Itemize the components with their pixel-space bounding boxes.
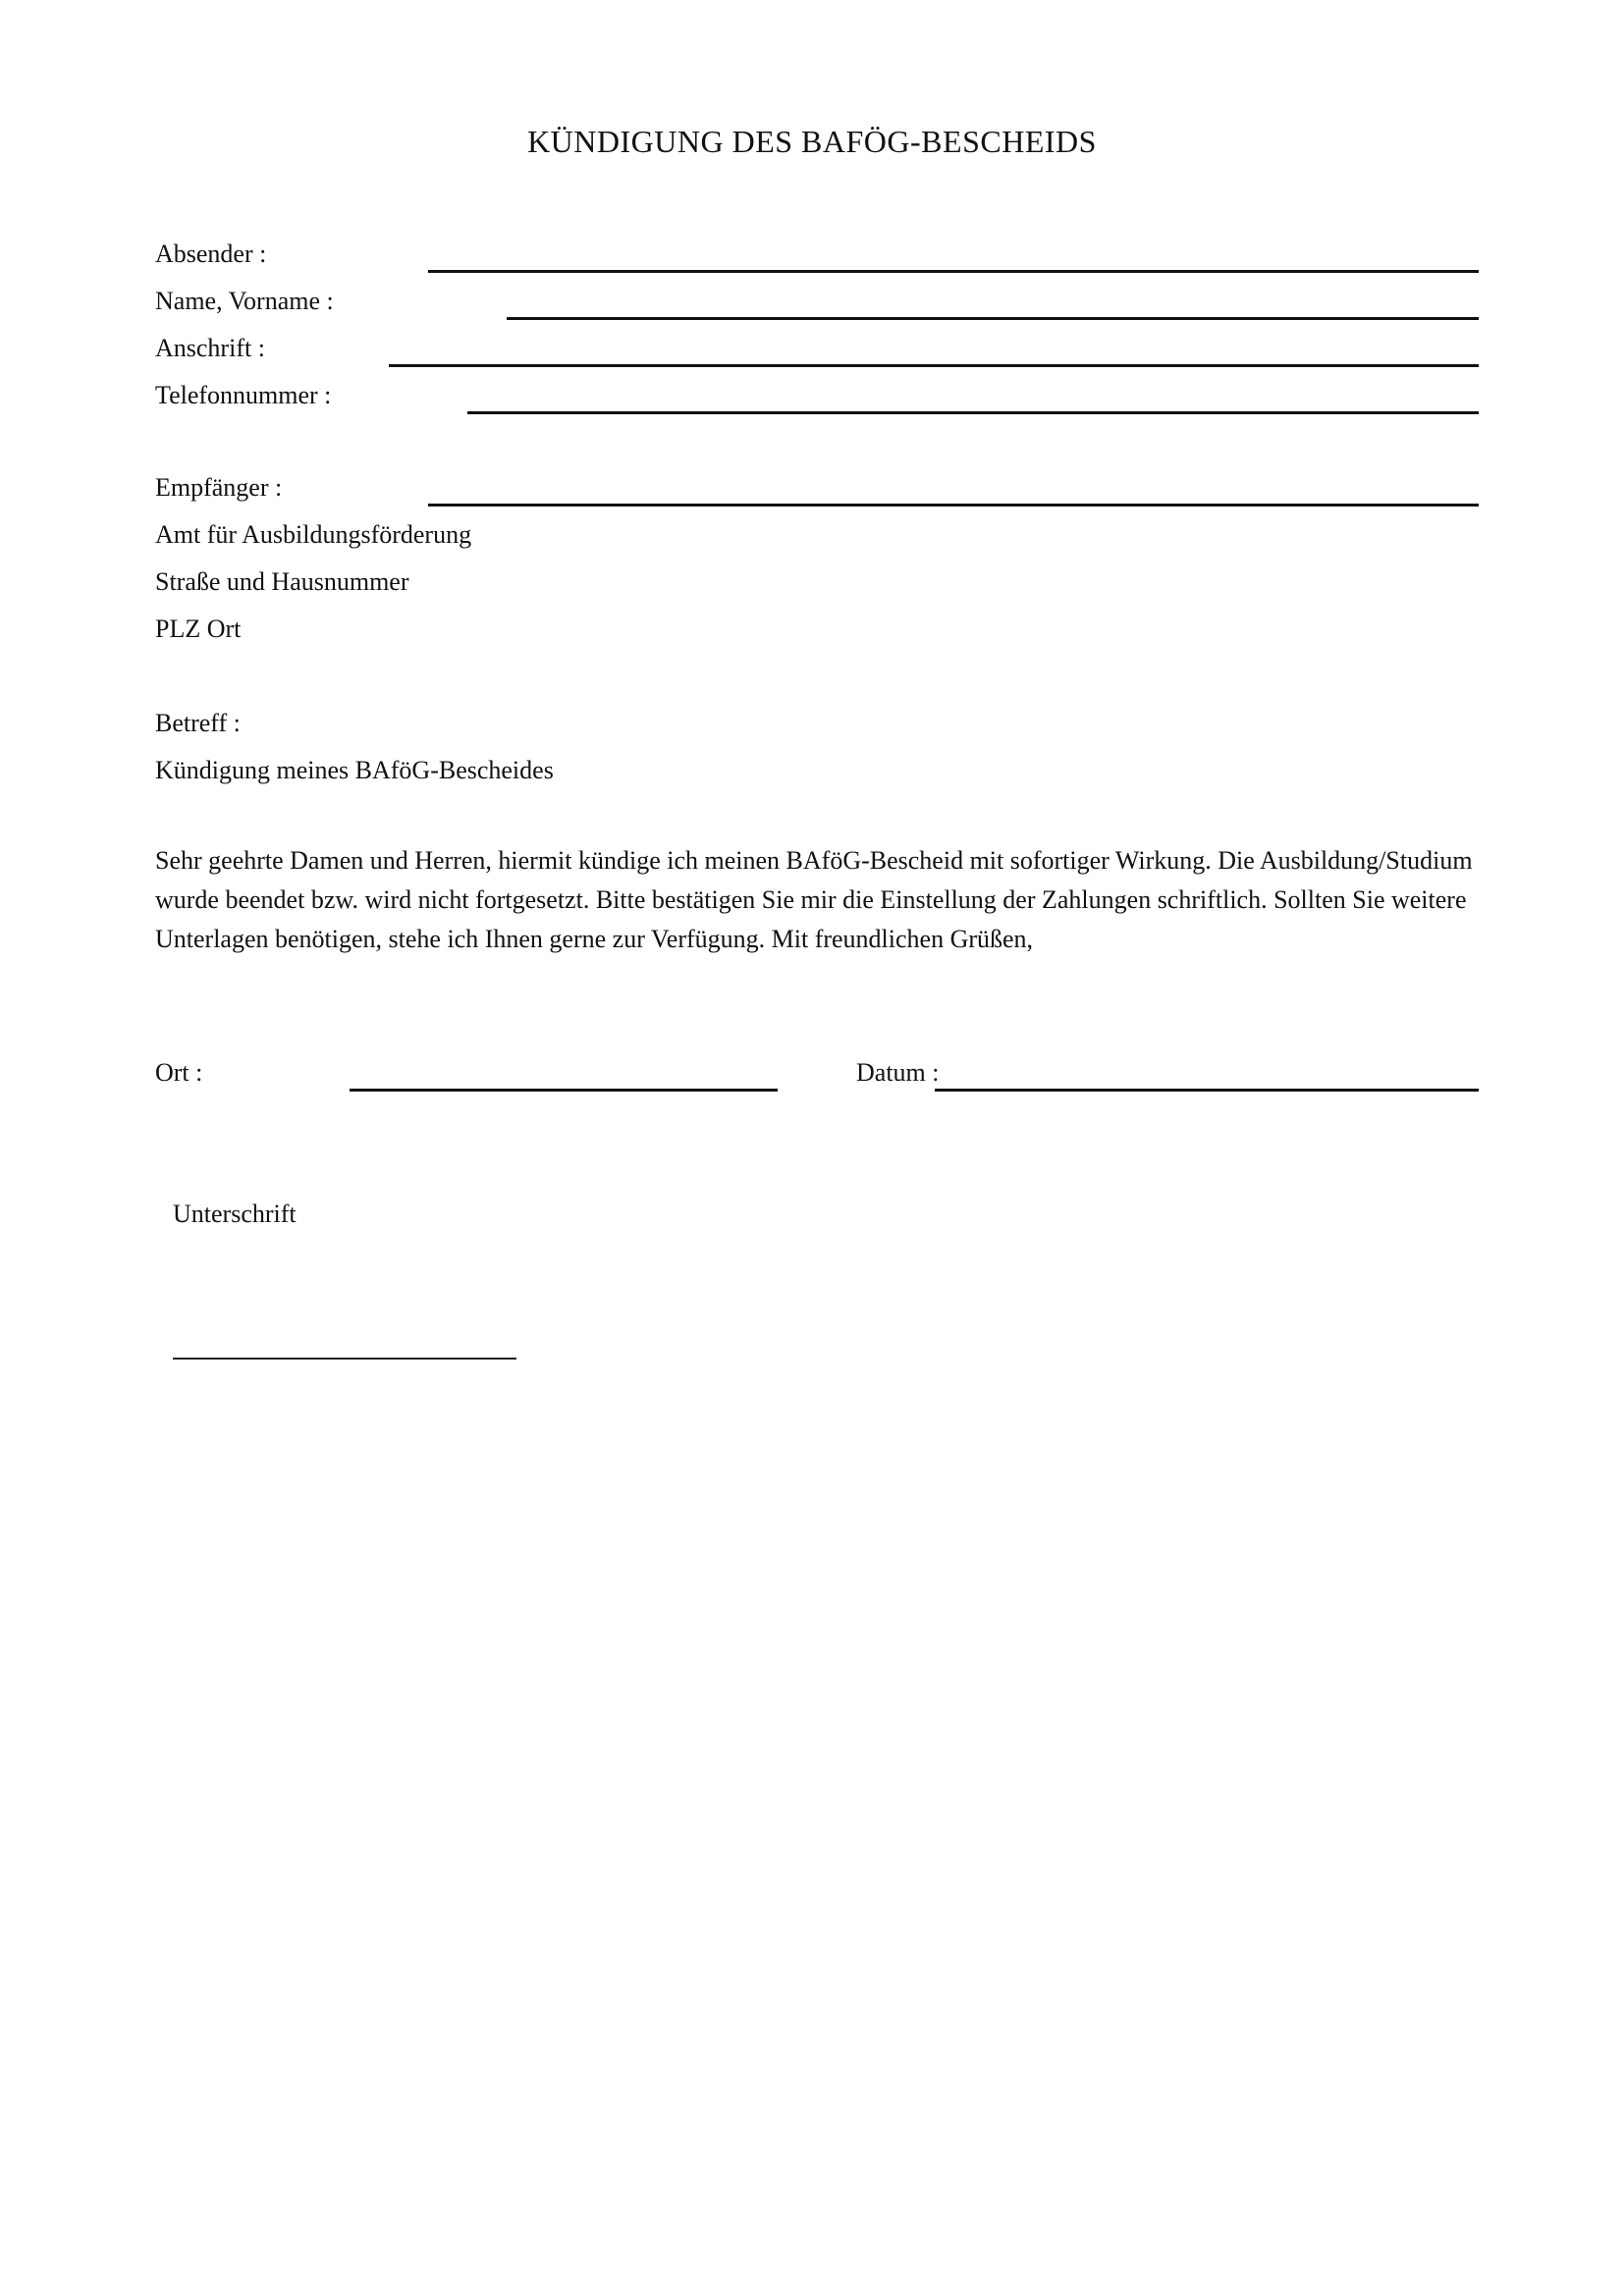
recipient-field-line[interactable]: [428, 504, 1479, 507]
subject-heading: Betreff :: [155, 709, 241, 737]
recipient-city: PLZ Ort: [155, 614, 242, 643]
letter-body: Sehr geehrte Damen und Herren, hiermit kündige ich meinen BAföG-Bescheid mit sofortiger Wirkung. Die Ausbildung/Studium wurde beendet bzw. wird nicht fortgesetzt. Bitte bestätigen Sie mir die Einstellung der Zahlungen schriftlich. Sollten Sie weitere Unterlagen benötigen, stehe ich Ihnen gerne zur Verfügung. Mit freundlichen Grüßen,: [155, 846, 1473, 953]
phone-label: Telefonnummer :: [155, 381, 332, 409]
subject-text: Kündigung meines BAföG-Bescheides: [155, 756, 554, 784]
sender-heading: Absender :: [155, 240, 267, 268]
recipient-office: Amt für Ausbildungsförderung: [155, 520, 472, 549]
place-label: Ort :: [155, 1058, 203, 1087]
date-field-line[interactable]: [935, 1089, 1479, 1092]
name-field-line[interactable]: [507, 317, 1479, 320]
phone-field-line[interactable]: [467, 411, 1479, 414]
signature-line[interactable]: [173, 1358, 516, 1360]
date-label: Datum :: [856, 1058, 940, 1087]
recipient-street: Straße und Hausnummer: [155, 567, 409, 596]
address-field-line[interactable]: [389, 364, 1479, 367]
name-label: Name, Vorname :: [155, 287, 334, 315]
place-field-line[interactable]: [350, 1089, 778, 1092]
sender-field-line[interactable]: [428, 270, 1479, 273]
signature-label: Unterschrift: [173, 1200, 297, 1228]
recipient-heading: Empfänger :: [155, 473, 283, 502]
document-title: KÜNDIGUNG DES BAFÖG-BESCHEIDS: [527, 124, 1097, 159]
address-label: Anschrift :: [155, 334, 265, 362]
